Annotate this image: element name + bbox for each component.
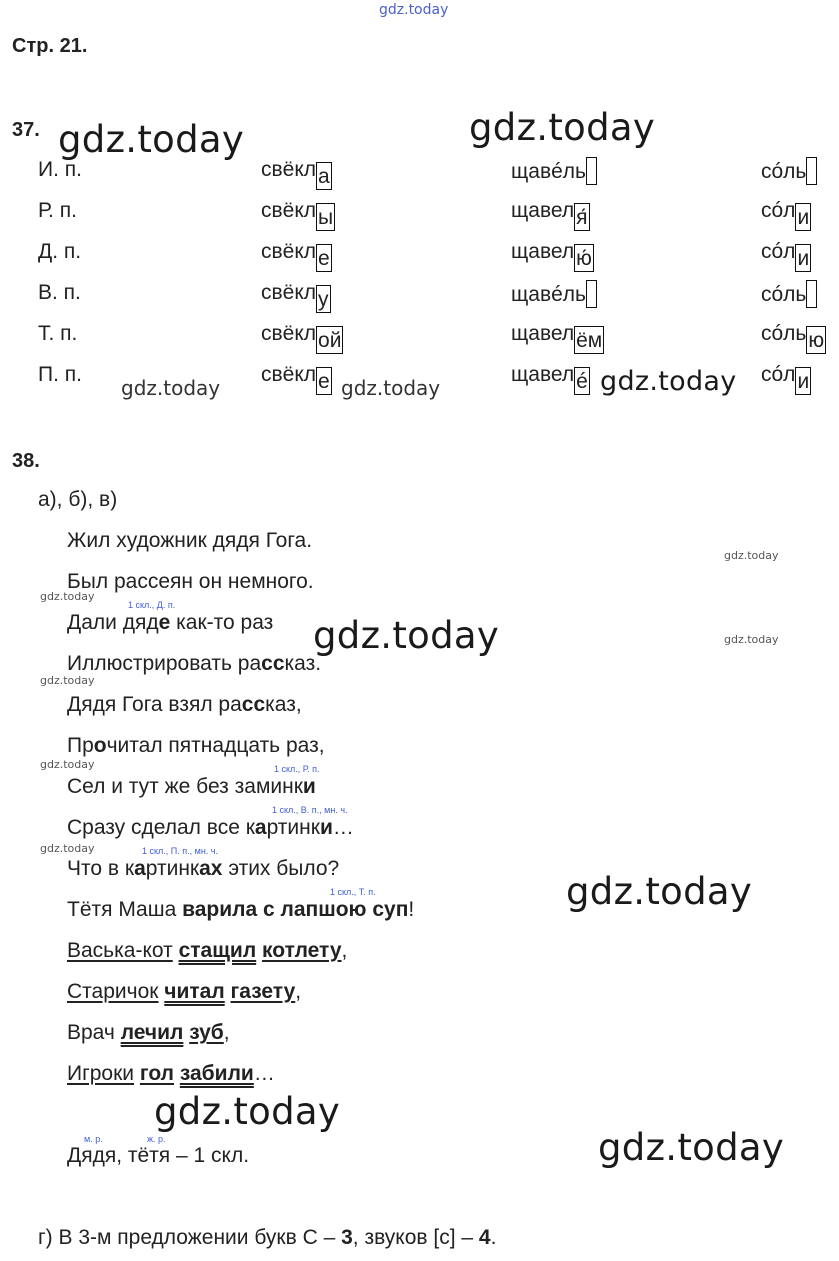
- exercise-37-number: 37.: [12, 119, 40, 141]
- declension-note: Дядя, тётя – 1 скл.: [67, 1144, 250, 1167]
- ending-box: ю: [806, 326, 826, 354]
- word-shchavel: щавéль: [511, 280, 597, 308]
- poem-line: Старичок читал газету,: [67, 980, 302, 1003]
- watermark: gdz.today: [121, 376, 221, 400]
- poem-line: Прочитал пятнадцать раз,: [67, 734, 325, 757]
- word-svekla: свёкла: [261, 158, 330, 188]
- case-label: И. п.: [38, 158, 82, 181]
- case-label: Т. п.: [38, 322, 78, 345]
- ending-box: я́: [574, 203, 589, 231]
- word-svekla: свёкле: [261, 363, 330, 393]
- watermark: gdz.today: [40, 590, 95, 603]
- case-label: П. п.: [38, 363, 82, 386]
- poem-line: Дали дяде как-то раз: [67, 611, 274, 634]
- case-label: В. п.: [38, 281, 81, 304]
- ending-box: у: [316, 285, 331, 313]
- ending-box: é: [574, 367, 590, 395]
- predicate: лечил: [120, 1021, 184, 1044]
- watermark: gdz.today: [154, 1090, 341, 1133]
- object: котлету: [262, 939, 342, 962]
- word-sol: сóли: [761, 240, 810, 270]
- poem-line: Тётя Маша варила с лапшою суп!: [67, 898, 415, 921]
- poem-line: Дядя Гога взял рассказ,: [67, 693, 302, 716]
- watermark: gdz.today: [600, 366, 737, 397]
- exercise-38-number: 38.: [12, 450, 40, 472]
- watermark: gdz.today: [598, 1126, 785, 1169]
- object: гол: [139, 1062, 174, 1085]
- word-sol: сóли: [761, 363, 810, 393]
- ending-box: [806, 280, 817, 308]
- gender-annotation: ж. р.: [147, 1134, 166, 1144]
- watermark: gdz.today: [341, 376, 441, 400]
- ending-box: ю́: [574, 244, 594, 272]
- ending-box: е: [316, 244, 332, 272]
- watermark: gdz.today: [469, 106, 656, 149]
- ending-box: а: [316, 162, 332, 190]
- word-svekla: свёклу: [261, 281, 329, 311]
- poem-line: Иллюстрировать рассказ.: [67, 652, 322, 675]
- word-shchavel: щавелé: [511, 363, 588, 393]
- ending-box: [586, 280, 597, 308]
- poem-line: Сразу сделал все картинки…: [67, 816, 354, 839]
- word-svekla: свёклы: [261, 199, 334, 229]
- watermark: gdz.today: [313, 614, 500, 657]
- watermark: gdz.today: [724, 549, 779, 562]
- grammar-annotation: 1 скл., Р. п.: [274, 764, 320, 774]
- ending-box: [806, 157, 817, 185]
- poem-line: Был рассеян он немного.: [67, 570, 314, 593]
- gender-annotation: м. р.: [84, 1134, 103, 1144]
- watermark: gdz.today: [566, 870, 753, 913]
- word-sol: сóль: [761, 280, 817, 308]
- case-label: Р. п.: [38, 199, 77, 222]
- predicate: стащил: [178, 939, 257, 962]
- word-shchavel: щавеля́: [511, 199, 588, 229]
- poem-line: Игроки гол забили…: [67, 1062, 275, 1085]
- word-sol: сóли: [761, 199, 810, 229]
- subject: Васька-кот: [67, 939, 173, 962]
- ending-box: е: [316, 367, 332, 395]
- poem-line: Васька-кот стащил котлету,: [67, 939, 348, 962]
- watermark: gdz.today: [40, 674, 95, 687]
- poem-line: Что в картинках этих было?: [67, 857, 340, 880]
- exercise-38-subtitle: а), б), в): [38, 488, 118, 511]
- watermark: gdz.today: [724, 633, 779, 646]
- grammar-annotation: 1 скл., Д. п.: [128, 600, 176, 610]
- word-svekla: свёкле: [261, 240, 330, 270]
- object: зуб: [189, 1021, 224, 1044]
- part-g-answer: г) В 3-м предложении букв С – 3, звуков [с] – 4.: [38, 1226, 497, 1249]
- page-reference: Стр. 21.: [12, 35, 88, 57]
- watermark: gdz.today: [58, 118, 245, 161]
- word-sol: сóлью: [761, 322, 825, 352]
- watermark: gdz.today: [40, 842, 95, 855]
- watermark: gdz.today: [40, 758, 95, 771]
- ending-box: и: [795, 244, 811, 272]
- ending-box: и: [795, 203, 811, 231]
- poem-line: Сел и тут же без заминки: [67, 775, 316, 798]
- word-shchavel: щавелём: [511, 322, 603, 352]
- subject: Старичок: [67, 980, 159, 1003]
- word-svekla: свёклой: [261, 322, 342, 352]
- ending-box: ём: [574, 326, 604, 354]
- poem-line: Жил художник дядя Гога.: [67, 529, 313, 552]
- predicate: читал: [164, 980, 225, 1003]
- ending-box: и: [795, 367, 811, 395]
- case-label: Д. п.: [38, 240, 82, 263]
- ending-box: [586, 157, 597, 185]
- word-sol: сóль: [761, 157, 817, 185]
- predicate: забили: [179, 1062, 254, 1085]
- poem-line: Врач лечил зуб,: [67, 1021, 230, 1044]
- subject: Игроки: [67, 1062, 135, 1085]
- word-shchavel: щавéль: [511, 157, 597, 185]
- object: газету: [230, 980, 296, 1003]
- ending-box: ой: [316, 326, 343, 354]
- word-shchavel: щавелю́: [511, 240, 592, 270]
- watermark-top: gdz.today: [379, 2, 449, 18]
- grammar-annotation: 1 скл., В. п., мн. ч.: [272, 805, 348, 815]
- grammar-annotation: 1 скл., Т. п.: [330, 887, 376, 897]
- ending-box: ы: [316, 203, 335, 231]
- grammar-annotation: 1 скл., П. п., мн. ч.: [142, 846, 218, 856]
